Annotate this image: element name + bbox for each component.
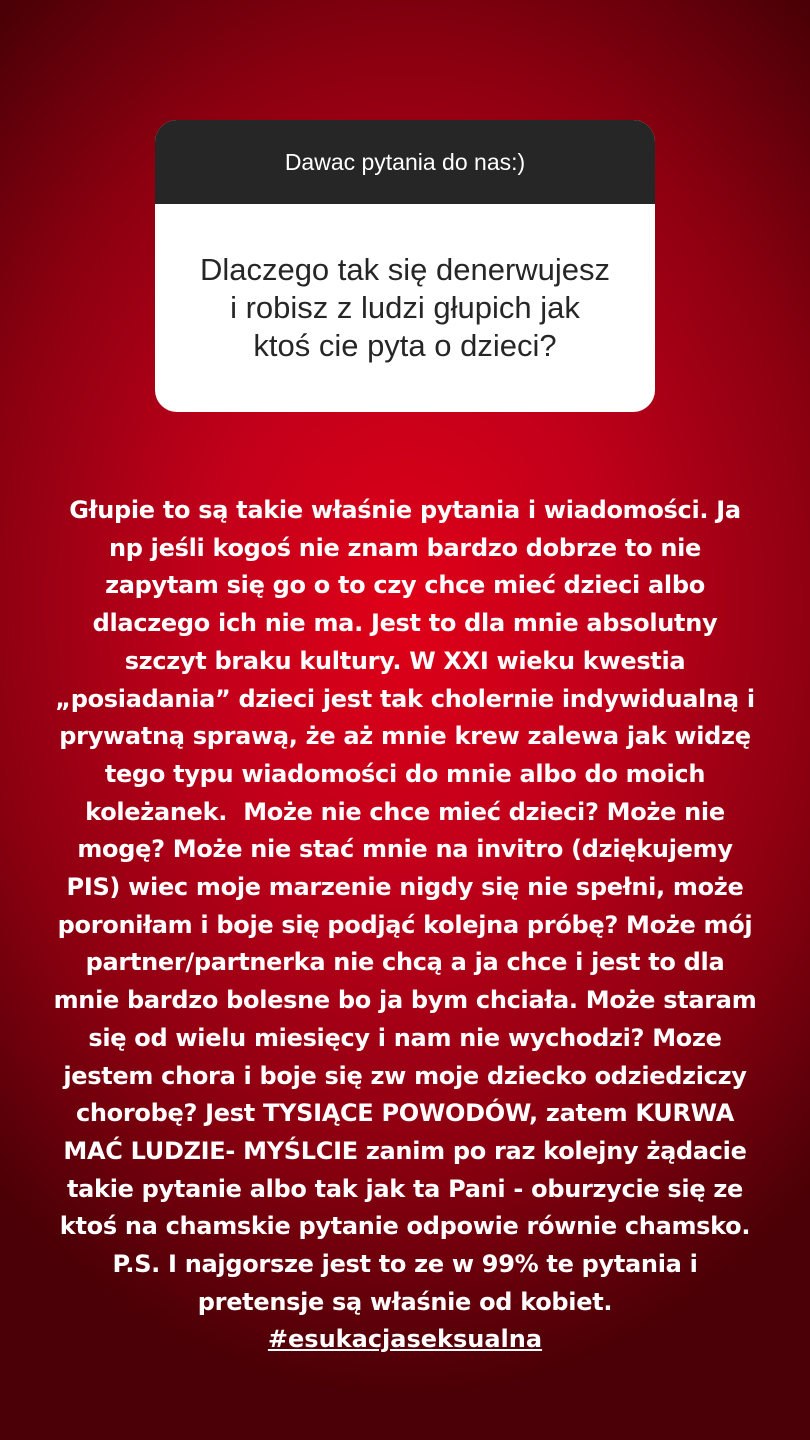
answer-block bbox=[0, 492, 810, 1359]
hashtag-link[interactable]: #esukacjaseksualna bbox=[267, 1325, 543, 1354]
question-sticker-prompt: Dawac pytania do nas:) bbox=[155, 120, 655, 204]
question-sticker[interactable] bbox=[155, 120, 655, 412]
question-sticker-question: Dlaczego tak się denerwujesz i robisz z ludzi głupich jak ktoś cie pyta o dzieci? bbox=[199, 252, 611, 363]
answer-text: Głupie to są takie właśnie pytania i wiadomości. Ja np jeśli kogoś nie znam bardzo dobrze to nie zapytam się go o to czy chce mieć dzieci albo dlaczego ich nie ma. Jest to dla mnie absolutny szczyt braku kultury. W XXI wieku kwestia „posiadania” dzieci jest tak cholernie indywidualną i prywatną sprawą, że aż mnie krew zalewa jak widzę tego typu wiadomości do mnie albo do moich koleżanek. Może nie chce mieć dzieci? Może nie mogę? Może nie stać mnie na invitro (dziękujemy PIS) wiec moje marzenie nigdy się nie spełni, może poroniłam i boje się podjąć kolejna próbę? Może mój partner/partnerka nie chcą a ja chce i jest to dla mnie bardzo bolesne bo ja bym chciała. Może staram się od wielu miesięcy i nam nie wychodzi? Moze jestem chora i boje się zw moje dziecko odziedziczy chorobę? Jest TYSIĄCE POWODÓW, zatem KURWA MAĆ LUDZIE- MYŚLCIE zanim po raz kolejny żądacie takie pytanie albo tak jak ta Pani - oburzycie się ze ktoś na chamskie pytanie odpowie równie chamsko. P.S. I najgorsze jest to ze w 99% te pytania i pretensje są właśnie od kobiet. bbox=[53, 496, 757, 1316]
question-sticker-body bbox=[155, 204, 655, 412]
